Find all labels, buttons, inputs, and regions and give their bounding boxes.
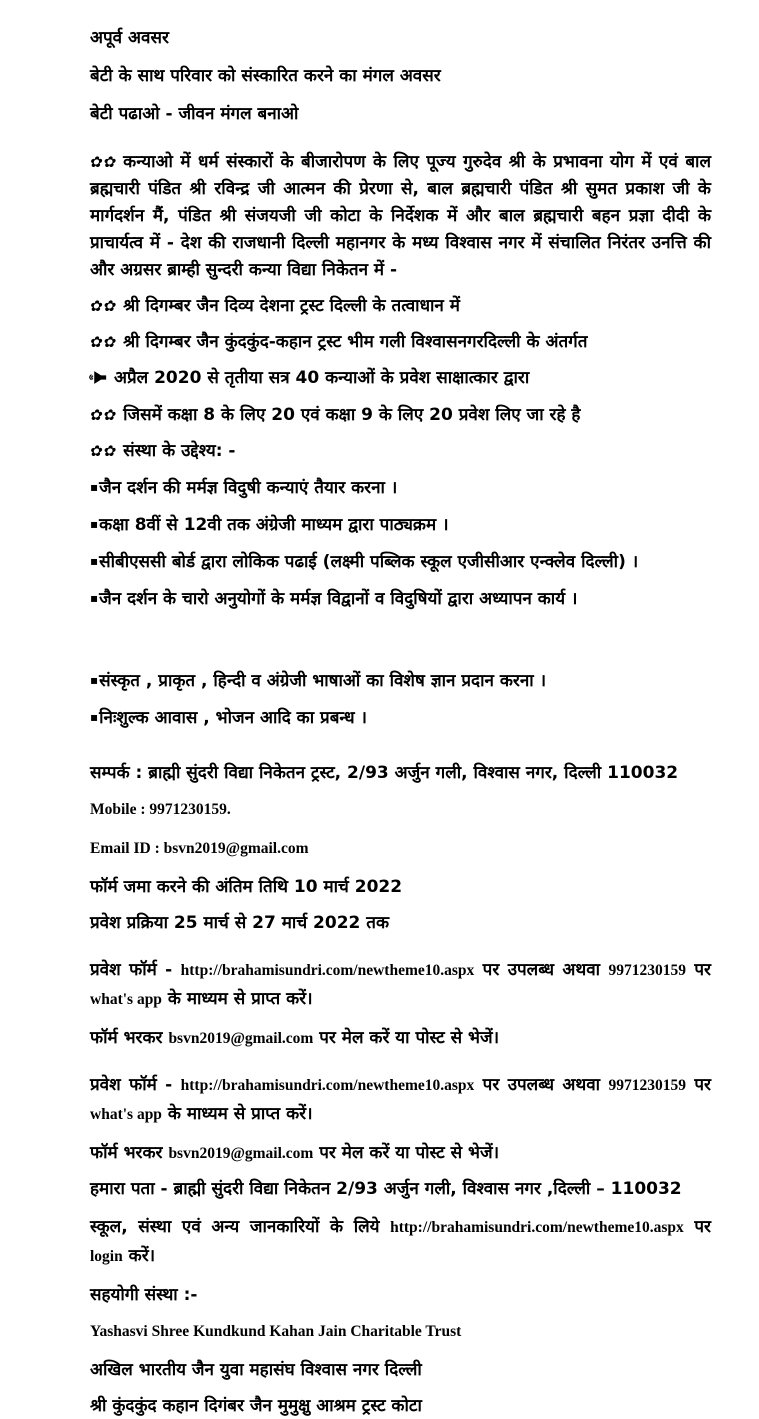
login-text: login: [90, 1248, 123, 1265]
admission-process: प्रवेश प्रक्रिया 25 मार्च से 27 मार्च 2022 तक: [90, 913, 390, 933]
form-text: पर उपलब्ध अथवा: [474, 960, 609, 980]
form-url: http://brahamisundri.com/newtheme10.aspx: [180, 962, 475, 979]
school-info-url: http://brahamisundri.com/newtheme10.aspx: [390, 1219, 684, 1236]
school-info-text: स्कूल, संस्था एवं अन्य जानकारियों के लिये: [90, 1217, 391, 1237]
partners-heading: सहयोगी संस्था :-: [90, 1285, 198, 1305]
page-title: अपूर्व अवसर: [90, 28, 169, 48]
subtitle-2: बेटी पढाओ - जीवन मंगल बनाओ: [90, 104, 299, 124]
form-send-text: पर मेल करें या पोस्ट से भेजें।: [313, 1143, 500, 1163]
form-url: http://brahamisundri.com/newtheme10.aspx: [180, 1077, 475, 1094]
school-info-text: पर: [683, 1217, 711, 1237]
partner-item: Yashasvi Shree Kundkund Kahan Jain Charitable Trust: [90, 1323, 462, 1340]
admission-form-paragraph: [90, 956, 711, 1014]
admission-form-paragraph: [90, 1071, 711, 1129]
objective-item: [90, 512, 711, 538]
form-send-text: फॉर्म भरकर: [90, 1143, 169, 1163]
intro-text: कन्याओ में धर्म संस्कारों के बीजारोपण के लिए पूज्य गुरुदेव श्री के प्रभावना योग में एवं बाल ब्रह्मचारी पंडित श्री रविन्द्र जी आत्मन की प्रेरणा से, बाल ब्रह्मचारी पंडित श्री सुमत प्रकाश जी के मार्गदर्शन मैं, पंडित श्री संजयजी जी कोटा के निर्देशक में और बाल ब्रह्मचारी बहन प्रज्ञा दीदी के प्राचार्यत्व में - देश की राजधानी दिल्ली महानगर के मध्य विश्वास नगर में संचालित निरंतर उनत्ति की और अग्रसर ब्राम्ही सुन्दरी कन्या विद्या निकेतन में -: [90, 152, 711, 280]
partner-item: श्री कुंदकुंद कहान दिगंबर जैन मुमुक्षु आश्रम ट्रस्ट कोटा: [90, 1396, 422, 1416]
our-address: हमारा पता - ब्राह्मी सुंदरी विद्या निकेतन 2/93 अर्जुन गली, विश्वास नगर ,दिल्ली – 110032: [90, 1179, 682, 1199]
trust-line-2: [90, 330, 711, 355]
objectives-heading-text: संस्था के उद्देश्य: -: [123, 441, 236, 461]
form-send-line: [90, 1141, 711, 1166]
objective-text: जैन दर्शन के चारो अनुयोगों के मर्मज्ञ विद्वानों व विदुषियों द्वारा अध्यापन कार्य ।: [99, 589, 578, 609]
contact-address: सम्पर्क : ब्राह्मी सुंदरी विद्या निकेतन ट्रस्ट, 2/93 अर्जुन गली, विश्वास नगर, दिल्ली 110032: [90, 763, 679, 783]
flower-bullet-icon: ✿✿: [88, 442, 119, 460]
whatsapp-text: what's app: [90, 1106, 162, 1123]
school-info-text: करें।: [122, 1246, 156, 1266]
session-line: [90, 366, 711, 392]
subtitle-1: बेटी के साथ परिवार को संस्कारित करने का मंगल अवसर: [90, 66, 441, 86]
square-bullet-icon: ▪: [90, 480, 99, 494]
form-text: प्रवेश फॉर्म -: [90, 1075, 181, 1095]
flower-bullet-icon: ✿✿: [88, 333, 119, 351]
form-text: पर उपलब्ध अथवा: [474, 1075, 609, 1095]
trust-line-1-text: श्री दिगम्बर जैन दिव्य देशना ट्रस्ट दिल्ली के तत्वाधान में: [123, 296, 460, 316]
whatsapp-text: what's app: [90, 991, 162, 1008]
flower-bullet-icon: ✿✿: [88, 153, 119, 171]
form-text: के माध्यम से प्राप्त करें।: [161, 989, 313, 1009]
session-line-text: अप्रैल 2020 से तृतीया सत्र 40 कन्याओं के प्रवेश साक्षात्कार द्वारा: [114, 368, 530, 388]
partner-item: अखिल भारतीय जैन युवा महासंघ विश्वास नगर दिल्ली: [90, 1360, 422, 1380]
form-text: पर: [686, 960, 712, 980]
trust-line-1: [90, 294, 711, 319]
contact-email: Email ID : bsvn2019@gmail.com: [90, 840, 309, 857]
school-info-paragraph: [90, 1213, 711, 1271]
form-send-line: [90, 1026, 711, 1051]
form-deadline: फॉर्म जमा करने की अंतिम तिथि 10 मार्च 2022: [90, 877, 403, 897]
objective-item: [90, 668, 711, 694]
square-bullet-icon: ▪: [90, 591, 99, 605]
trust-line-2-text: श्री दिगम्बर जैन कुंदकुंद-कहान ट्रस्ट भीम गली विश्वासनगरदिल्ली के अंतर्गत: [123, 332, 588, 352]
objective-text: निःशुल्क आवास , भोजन आदि का प्रबन्ध ।: [99, 708, 367, 728]
flower-bullet-icon: ✿✿: [88, 297, 119, 315]
form-text: प्रवेश फॉर्म -: [90, 960, 181, 980]
seats-line: [90, 403, 711, 428]
objective-item: [90, 549, 711, 575]
objective-item: [90, 475, 711, 501]
flower-bullet-icon: ✿✿: [88, 406, 119, 424]
square-bullet-icon: ▪: [90, 554, 99, 568]
square-bullet-icon: ▪: [90, 517, 99, 531]
form-send-email: bsvn2019@gmail.com: [168, 1145, 314, 1162]
square-bullet-icon: ▪: [90, 673, 99, 687]
objective-text: सीबीएससी बोर्ड द्वारा लोकिक पढाई (लक्ष्मी पब्लिक स्कूल एजीसीआर एन्क्लेव दिल्ली) ।: [99, 552, 639, 572]
form-phone: 9971230159: [608, 1077, 686, 1094]
objective-text: कक्षा 8वीं से 12वी तक अंग्रेजी माध्यम द्वारा पाठ्यक्रम ।: [99, 515, 449, 535]
form-text: के माध्यम से प्राप्त करें।: [161, 1104, 313, 1124]
square-bullet-icon: ▪: [90, 710, 99, 724]
objective-item: [90, 586, 711, 612]
form-send-text: पर मेल करें या पोस्ट से भेजें।: [313, 1028, 500, 1048]
objectives-heading: [90, 439, 711, 464]
form-phone: 9971230159: [608, 962, 686, 979]
objective-text: संस्कृत , प्राकृत , हिन्दी व अंग्रेजी भाषाओं का विशेष ज्ञान प्रदान करना ।: [99, 671, 547, 691]
objective-text: जैन दर्शन की मर्मज्ञ विदुषी कन्याएं तैयार करना ।: [99, 478, 398, 498]
seats-line-text: जिसमें कक्षा 8 के लिए 20 एवं कक्षा 9 के लिए 20 प्रवेश लिए जा रहे है: [123, 405, 581, 425]
objective-item: [90, 705, 711, 731]
form-text: पर: [686, 1075, 712, 1095]
contact-mobile: Mobile : 9971230159.: [90, 801, 231, 818]
intro-paragraph: [90, 149, 711, 284]
speaker-icon: [90, 367, 107, 392]
form-send-text: फॉर्म भरकर: [90, 1028, 169, 1048]
form-send-email: bsvn2019@gmail.com: [168, 1030, 314, 1047]
